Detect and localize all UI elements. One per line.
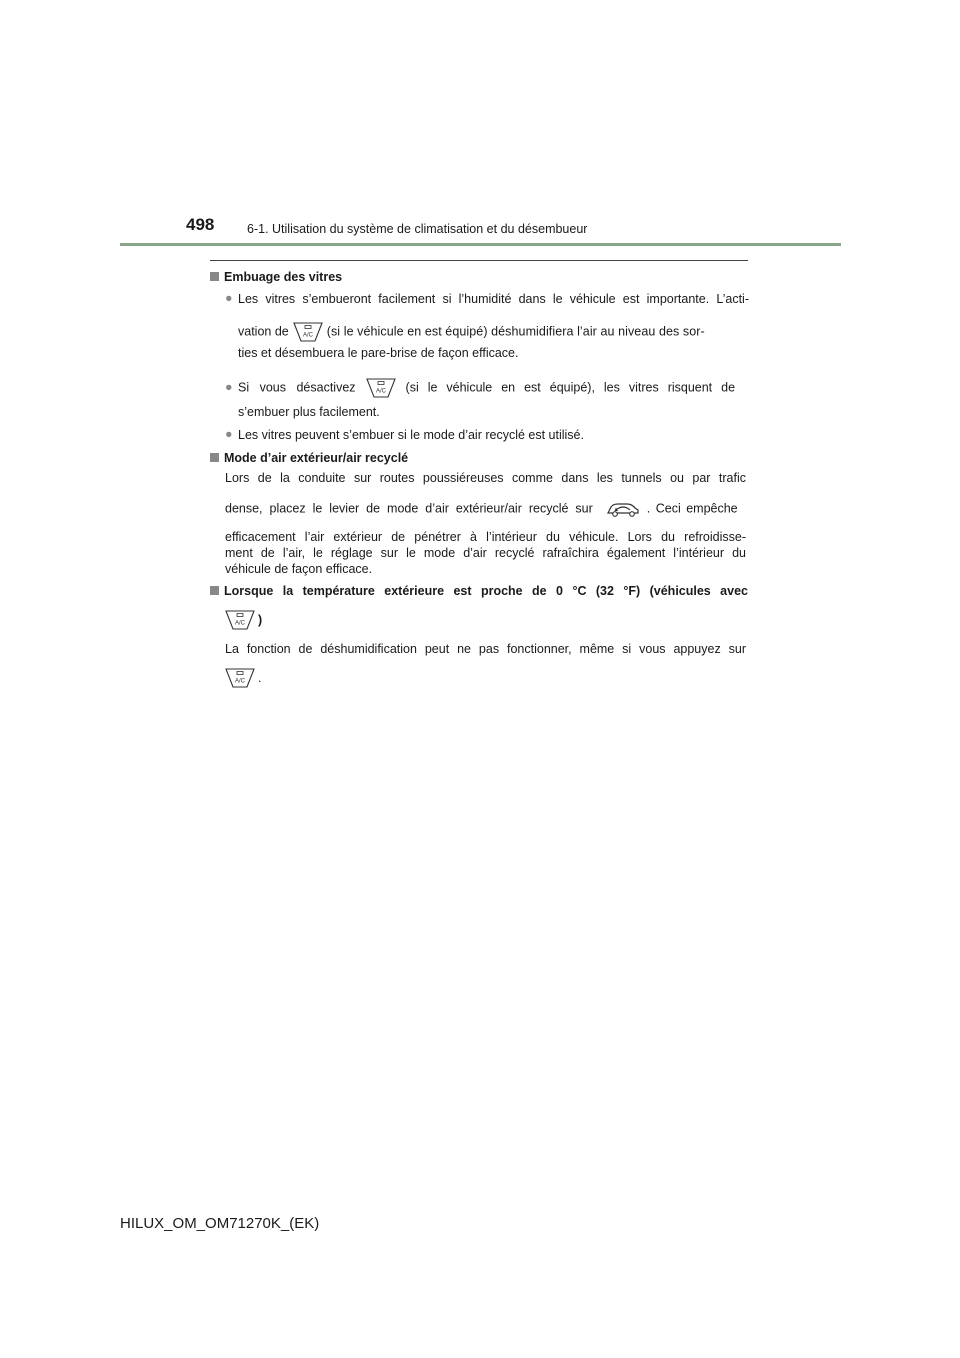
air-mode-line1: Lors de la conduite sur routes poussiéreuses comme dans les tunnels ou par trafic	[225, 471, 746, 485]
bullet-icon: ●	[225, 427, 233, 441]
ac-button-icon	[225, 609, 255, 636]
fog-b1-line2: vation de A/C (si le véhicule en est équipé) déshumidifiera l’air au niveau des sor-	[238, 321, 749, 343]
square-bullet-icon	[210, 272, 219, 281]
footer-code: HILUX_OM_OM71270K_(EK)	[120, 1215, 320, 1232]
fog-b2-line1: Si vous désactivez A/C (si le véhicule en est équipé), les vitres risquent de	[238, 377, 749, 399]
content-rule	[210, 260, 748, 261]
air-mode-line5: véhicule de façon efficace.	[225, 562, 373, 576]
svg-text:A/C: A/C	[375, 388, 386, 395]
fog-b1-line3: ties et désembuera le pare-brise de façon efficace.	[238, 346, 519, 360]
recirculated-air-icon	[605, 500, 641, 518]
ac-button-icon	[293, 321, 323, 343]
fog-b1-line1: Les vitres s’embueront facilement si l’humidité dans le véhicule est importante. L’acti-	[238, 292, 749, 306]
cold-line1: La fonction de déshumidification peut ne pas fonctionner, même si vous appuyez sur	[225, 642, 746, 656]
fog-b2-line2: s’embuer plus facilement.	[238, 405, 380, 419]
heading-air-mode: Mode d’air extérieur/air recyclé	[210, 451, 408, 465]
svg-text:A/C: A/C	[302, 332, 313, 339]
page-number: 498	[186, 215, 215, 234]
cold-line2-end: .	[258, 671, 262, 685]
ac-button-icon	[366, 377, 396, 399]
ac-button-icon	[225, 667, 255, 694]
fog-b3-line1: Les vitres peuvent s’embuer si le mode d’air recyclé est utilisé.	[238, 428, 584, 442]
header-rule	[120, 243, 841, 246]
square-bullet-icon	[210, 453, 219, 462]
bullet-icon: ●	[225, 380, 233, 394]
air-mode-line2: dense, placez le levier de mode d’air extérieur/air recyclé sur . Ceci empêche	[225, 500, 746, 518]
section-title: 6-1. Utilisation du système de climatisation et du désembueur	[247, 222, 588, 236]
svg-text:A/C: A/C	[234, 620, 246, 627]
air-mode-line4: ment de l’air, le réglage sur le mode d’air recyclé rafraîchira également l’intérieur du	[225, 546, 746, 560]
svg-text:A/C: A/C	[234, 678, 246, 685]
cold-heading-close: )	[258, 613, 263, 627]
heading-cold-temperature: Lorsque la température extérieure est proche de 0 °C (32 °F) (véhicules avec	[210, 584, 748, 600]
air-mode-line3: efficacement l’air extérieur de pénétrer à l’intérieur du véhicule. Lors du refroidisse-	[225, 530, 746, 544]
square-bullet-icon	[210, 586, 219, 595]
heading-fog: Embuage des vitres	[210, 270, 342, 284]
bullet-icon: ●	[225, 291, 233, 305]
